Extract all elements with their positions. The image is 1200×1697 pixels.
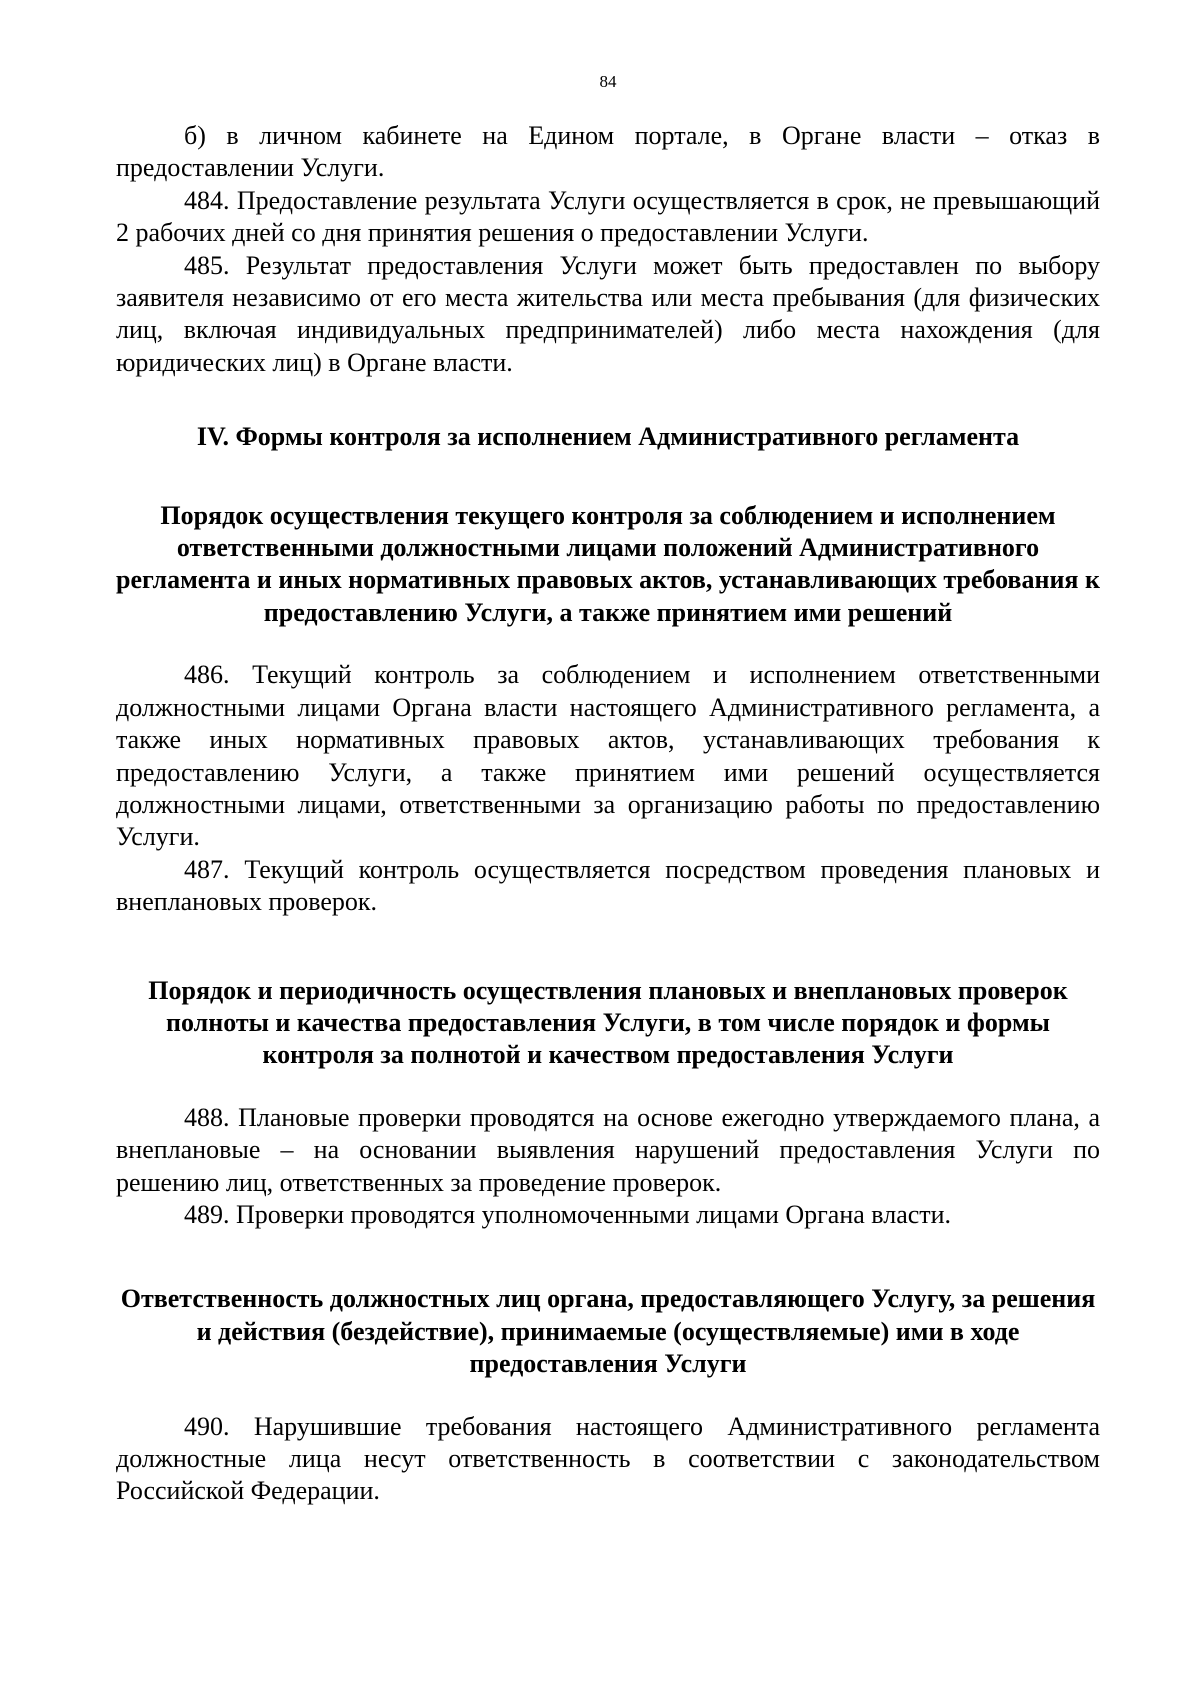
subsection-title-responsibility: Ответственность должностных лиц органа, предоставляющего Услугу, за решения и действия (бездействие), принимаемые (осуществляемые) ими в ходе предоставления Услуги (120, 1284, 1096, 1379)
subsection-title-inspections: Порядок и периодичность осуществления плановых и внеплановых проверок полноты и качества предоставления Услуги, в том числе порядок и формы контроля за полнотой и качеством предоставления Услуги (148, 975, 1068, 1070)
paragraph-484: 484. Предоставление результата Услуги осуществляется в срок, не превышающий 2 рабочих дней со дня принятия решения о предоставлении Услуги. (116, 185, 1100, 248)
paragraph-490: 490. Нарушившие требования настоящего Административного регламента должностные лица несут ответственность в соответствии с законодательством Российской Федерации. (116, 1411, 1100, 1506)
paragraph-b: б) в личном кабинете на Едином портале, в Органе власти – отказ в предоставлении Услуги. (116, 121, 1100, 183)
page-number: 84 (599, 72, 617, 91)
paragraph-489: 489. Проверки проводятся уполномоченными лицами Органа власти. (184, 1199, 952, 1229)
paragraph-487: 487. Текущий контроль осуществляется посредством проведения плановых и внеплановых проверок. (116, 854, 1100, 917)
subsection-title-current-control: Порядок осуществления текущего контроля за соблюдением и исполнением ответственными должностными лицами положений Административного регламента и иных нормативных правовых актов, устанавливающих требования к предоставлению Услуги, а также принятием ими решений (116, 500, 1100, 627)
section-title: IV. Формы контроля за исполнением Административного регламента (196, 422, 1020, 452)
paragraph-485: 485. Результат предоставления Услуги может быть предоставлен по выбору заявителя независимо от его места жительства или места пребывания (для физических лиц, включая индивидуальных предпринимателей) либо места нахождения (для юридических лиц) в Органе власти. (116, 250, 1100, 377)
paragraph-488: 488. Плановые проверки проводятся на основе ежегодно утверждаемого плана, а внеплановые – на основании выявления нарушений предоставления Услуги по решению лиц, ответственных за проведение проверок. (116, 1102, 1100, 1197)
paragraph-486: 486. Текущий контроль за соблюдением и исполнением ответственными должностными лицами Органа власти настоящего Административного регламента, а также иных нормативных правовых актов, устанавливающих требования к предоставлению Услуги, а также принятием ими решений осуществляется должностными лицами, ответственными за организацию работы по предоставлению Услуги. (116, 660, 1100, 852)
document-body (116, 120, 1100, 1508)
